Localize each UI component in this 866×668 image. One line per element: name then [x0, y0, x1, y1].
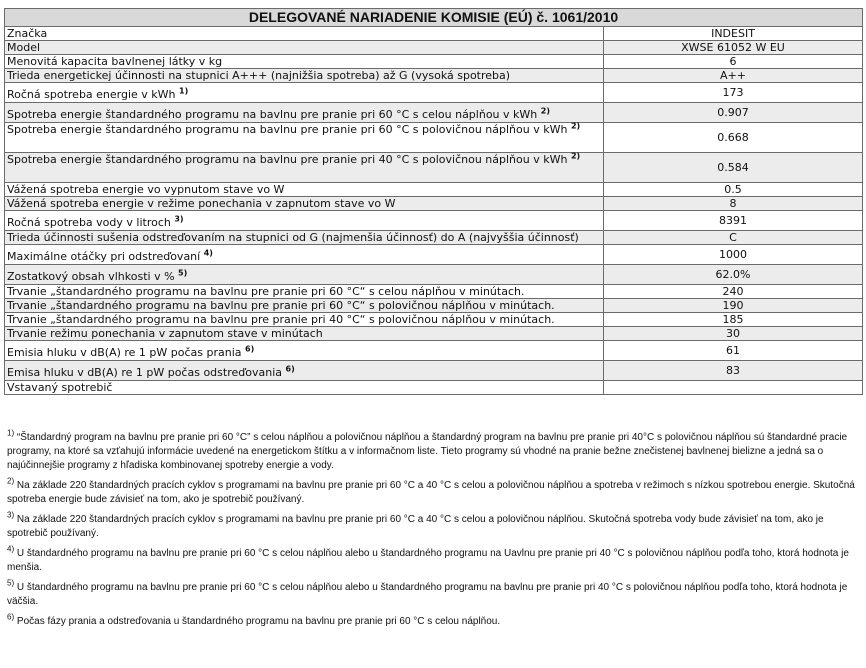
spec-label-text: Ročná spotreba energie v kWh	[7, 88, 176, 101]
spec-label-text: Vážená spotreba energie vo vypnutom stave vo W	[7, 183, 285, 196]
footnote-ref: 6)	[285, 364, 295, 374]
spec-row	[5, 211, 863, 231]
spec-value: 30	[604, 327, 863, 341]
spec-value: A++	[604, 69, 863, 83]
spec-label-text: Vstavaný spotrebič	[7, 381, 113, 394]
spec-label-text: Značka	[7, 27, 48, 40]
footnote-ref: 6)	[245, 344, 255, 354]
spec-value: 240	[604, 285, 863, 299]
spec-label-text: Zostatkový obsah vlhkosti v %	[7, 270, 175, 283]
spec-row	[5, 245, 863, 265]
footnote-text: Na základe 220 štandardných pracích cyklov s programami na bavlnu pre pranie pri 60 °C a 40 °C s celou a polovičnou náplňou. Skutočná spotreba vody bude závisieť na tom, ako je spotrebič používaný.	[7, 514, 824, 539]
footnote-number: 5)	[7, 578, 15, 588]
spec-label-text: Maximálne otáčky pri odstreďovaní	[7, 250, 201, 263]
spec-value: 190	[604, 299, 863, 313]
spec-label	[5, 299, 604, 313]
spec-label	[5, 183, 604, 197]
spec-value: 62.0%	[604, 265, 863, 285]
spec-value	[604, 381, 863, 395]
spec-label-text: Spotreba energie štandardného programu na bavlnu pre pranie pri 60 °C s polovičnou náplňou v kWh	[7, 123, 568, 136]
spec-row	[5, 381, 863, 395]
footnote	[7, 578, 857, 609]
spec-value: 83	[604, 361, 863, 381]
spec-label-text: Trvanie „štandardného programu na bavlnu pre pranie pri 40 °C“ s polovičnou náplňou v minútach.	[7, 313, 555, 326]
footnote-text: U štandardného programu na bavlnu pre pranie pri 60 °C s celou náplňou alebo u štandardného programu na Uavlnu pre pranie pri 40 °C s polovičnou náplňou podľa toho, ktorá hodnota je menšia.	[7, 548, 849, 573]
spec-value: 0.584	[604, 153, 863, 183]
footnote-number: 1)	[7, 428, 15, 438]
spec-value: 61	[604, 341, 863, 361]
spec-label	[5, 153, 604, 183]
spec-value: 0.668	[604, 123, 863, 153]
footnote-number: 6)	[7, 612, 15, 622]
spec-value: 173	[604, 83, 863, 103]
spec-label	[5, 327, 604, 341]
spec-row	[5, 197, 863, 211]
footnote-ref: 4)	[203, 248, 213, 258]
spec-row	[5, 69, 863, 83]
spec-value: INDESIT	[604, 27, 863, 41]
spec-label	[5, 361, 604, 381]
spec-label	[5, 197, 604, 211]
footnote-ref: 2)	[570, 151, 581, 161]
spec-label-text: Menovitá kapacita bavlnenej látky v kg	[7, 55, 223, 68]
spec-row	[5, 327, 863, 341]
spec-label-text: Emisa hluku v dB(A) re 1 pW počas odstreďovania	[7, 366, 282, 379]
spec-row	[5, 183, 863, 197]
spec-value: 8	[604, 197, 863, 211]
spec-row	[5, 55, 863, 69]
spec-label	[5, 123, 604, 153]
spec-row	[5, 123, 863, 153]
footnote-text: Na základe 220 štandardných pracích cyklov s programami na bavlnu pre pranie pri 60 °C a 40 °C s celou a polovičnou náplňou a spotreba v režimoch s nízkou spotrebou energie. Skutočná spotreba energie bude závisieť na tom, ako je spotrebič používaný.	[7, 480, 855, 505]
spec-value: 8391	[604, 211, 863, 231]
spec-value: 1000	[604, 245, 863, 265]
spec-label-text: Trieda energetickej účinnosti na stupnici A+++ (najnižšia spotreba) až G (vysoká spotreba)	[7, 69, 511, 82]
spec-value: 185	[604, 313, 863, 327]
spec-value: 6	[604, 55, 863, 69]
spec-row	[5, 265, 863, 285]
spec-row	[5, 103, 863, 123]
spec-label-text: Trieda účinnosti sušenia odstreďovaním na stupnici od G (najmenšia účinnosť) do A (najvyššia účinnosť)	[7, 231, 579, 244]
spec-row	[5, 83, 863, 103]
spec-label	[5, 211, 604, 231]
footnote-ref: 2)	[570, 121, 581, 131]
spec-row	[5, 285, 863, 299]
spec-label	[5, 231, 604, 245]
spec-label	[5, 27, 604, 41]
footnote-number: 3)	[7, 510, 15, 520]
spec-label	[5, 381, 604, 395]
spec-label	[5, 341, 604, 361]
spec-value: 0.907	[604, 103, 863, 123]
spec-label-text: Spotreba energie štandardného programu na bavlnu pre pranie pri 60 °C s celou náplňou v kWh	[7, 108, 538, 121]
footnote-ref: 5)	[178, 268, 188, 278]
spec-label	[5, 103, 604, 123]
spec-label-text: Model	[7, 41, 41, 54]
footnote-ref: 1)	[179, 86, 189, 96]
footnote-ref: 2)	[540, 106, 550, 116]
spec-label	[5, 55, 604, 69]
spec-label-text: Spotreba energie štandardného programu na bavlnu pre pranie pri 40 °C s polovičnou náplňou v kWh	[7, 153, 568, 166]
spec-row	[5, 361, 863, 381]
spec-value: C	[604, 231, 863, 245]
spec-row	[5, 341, 863, 361]
spec-label-text: Vážená spotreba energie v režime ponechania v zapnutom stave vo W	[7, 197, 396, 210]
spec-label	[5, 69, 604, 83]
spec-label-text: Trvanie „štandardného programu na bavlnu pre pranie pri 60 °C“ s polovičnou náplňou v minútach.	[7, 299, 555, 312]
footnote-number: 2)	[7, 476, 15, 486]
spec-label	[5, 313, 604, 327]
footnote	[7, 544, 857, 575]
spec-row	[5, 231, 863, 245]
spec-row	[5, 299, 863, 313]
spec-row	[5, 313, 863, 327]
footnote	[7, 476, 857, 507]
spec-row	[5, 27, 863, 41]
spec-label-text: Emisia hluku v dB(A) re 1 pW počas prania	[7, 346, 242, 359]
footnote-text: “Štandardný program na bavlnu pre pranie pri 60 °C” s celou náplňou a polovičnou náplňou a štandardný program na bavlnu pre pranie pri 40°C s polovičnou náplňou sú štandardné pracie programy, na ktoré sa vzťahujú informácie uvedené na energetickom štítku a v informačnom liste. Tieto programy sú vhodné na pranie bežne znečistenej bavlnenej bielizne a jedná sa o najúčinnejšie programy z hľadiska kombinovanej spotreby energie a vody.	[7, 432, 848, 471]
footnote-ref: 3)	[174, 214, 184, 224]
spec-table	[4, 8, 863, 395]
spec-label	[5, 285, 604, 299]
footnote-number: 4)	[7, 544, 15, 554]
footnote	[7, 428, 857, 473]
spec-label-text: Trvanie „štandardného programu na bavlnu pre pranie pri 60 °C“ s celou náplňou v minútach.	[7, 285, 525, 298]
spec-label	[5, 265, 604, 285]
footnote	[7, 612, 857, 629]
footnote-text: Počas fázy prania a odstreďovania u štandardného programu na bavlnu pre pranie pri 60 °C s celou náplňou.	[16, 616, 501, 627]
spec-label	[5, 83, 604, 103]
sheet-title: DELEGOVANÉ NARIADENIE KOMISIE (EÚ) č. 1061/2010	[5, 9, 863, 27]
footnote-text: U štandardného programu na bavlnu pre pranie pri 60 °C s celou náplňou alebo u štandardného programu na bavlnu pre pranie pri 40 °C s polovičnou náplňou podľa toho, ktorá hodnota je väčšia.	[7, 582, 848, 607]
spec-label	[5, 41, 604, 55]
spec-label-text: Trvanie režimu ponechania v zapnutom stave v minútach	[7, 327, 323, 340]
spec-label-text: Ročná spotreba vody v litroch	[7, 216, 171, 229]
spec-label	[5, 245, 604, 265]
spec-value: 0.5	[604, 183, 863, 197]
spec-value: XWSE 61052 W EU	[604, 41, 863, 55]
spec-row	[5, 41, 863, 55]
spec-row	[5, 153, 863, 183]
footnote	[7, 510, 857, 541]
footnotes	[7, 428, 857, 635]
